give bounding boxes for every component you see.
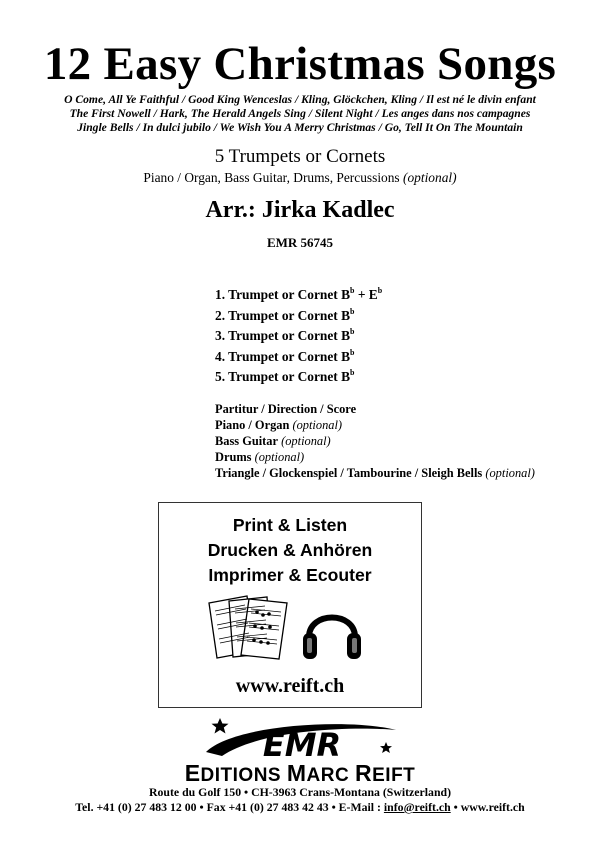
- ensemble-subtitle: 5 Trumpets or Cornets: [214, 146, 386, 167]
- promo-line: Imprimer & Ecouter: [208, 565, 372, 585]
- publisher-contact: [0, 800, 600, 815]
- extras-list: [215, 401, 535, 481]
- flat-sign: b: [350, 327, 355, 336]
- extra-name: Piano / Organ: [215, 418, 290, 432]
- part-extra: + E: [354, 287, 378, 302]
- publisher-initial: E: [184, 760, 201, 786]
- flat-sign: b: [377, 286, 383, 295]
- sheet-music-icon: [207, 593, 377, 665]
- arranger-name: Arr.: Jirka Kadlec: [205, 197, 395, 223]
- song-list-line: O Come, All Ye Faithful / Good King Wenceslas / Kling, Glöckchen, Kling / Il est né le divin enfant: [64, 93, 536, 106]
- extra-name: Triangle / Glockenspiel / Tambourine / Sleigh Bells: [215, 466, 483, 480]
- print-listen-box: [158, 502, 422, 708]
- promo-url[interactable]: www.reift.ch: [235, 675, 345, 697]
- part-label: 3. Trumpet or Cornet B: [215, 328, 351, 343]
- star-icon: [212, 718, 229, 734]
- contact-prefix: Tel. +41 (0) 27 483 12 00 • Fax +41 (0) 27 483 42 43 • E-Mail :: [75, 800, 384, 814]
- email-link[interactable]: info@reift.ch: [383, 800, 451, 814]
- promo-line: Drucken & Anhören: [207, 540, 373, 560]
- extra-note: (optional): [254, 450, 305, 464]
- instrumentation-line: [0, 170, 600, 186]
- extra-item: [215, 465, 535, 481]
- flat-sign: b: [350, 306, 355, 316]
- extra-name: Drums: [215, 450, 252, 464]
- part-item: [215, 302, 382, 323]
- part-label: 2. Trumpet or Cornet B: [215, 307, 351, 323]
- part-item: [215, 322, 382, 343]
- extra-item: [215, 401, 535, 417]
- extra-name: Partitur / Direction / Score: [215, 402, 357, 416]
- catalog-number: EMR 56745: [266, 235, 334, 250]
- parts-list: [215, 281, 382, 384]
- song-list-line: The First Nowell / Hark, The Herald Angels Sing / Silent Night / Les anges dans nos campagnes: [69, 107, 531, 120]
- promo-art: [207, 593, 377, 670]
- part-label: 1. Trumpet or Cornet B: [215, 287, 351, 302]
- contact-suffix: • www.reift.ch: [450, 800, 525, 814]
- emr-logo-mark: [200, 716, 400, 762]
- emr-logo-text: EMR: [262, 726, 342, 762]
- song-list-line: Jingle Bells / In dulci jubilo / We Wish You A Merry Christmas / Go, Tell It On The Mountain: [77, 121, 523, 134]
- star-icon: [380, 742, 392, 753]
- flat-sign: b: [350, 368, 355, 377]
- song-list: [10, 93, 590, 135]
- publisher-word: DITIONS: [200, 765, 287, 786]
- flat-sign: b: [350, 286, 355, 295]
- flat-sign: b: [350, 347, 355, 357]
- extra-item: [215, 449, 535, 465]
- part-label: 5. Trumpet or Cornet B: [215, 369, 351, 384]
- part-item: [215, 343, 382, 364]
- extra-note: (optional): [281, 434, 331, 448]
- extra-note: (optional): [485, 466, 535, 480]
- part-label: 4. Trumpet or Cornet B: [215, 348, 351, 364]
- promo-text: [159, 513, 421, 588]
- part-item: [215, 281, 382, 302]
- extra-note: (optional): [292, 418, 343, 432]
- publisher-word: ARC: [306, 765, 355, 786]
- extra-item: [215, 417, 535, 433]
- publisher-initial: R: [355, 760, 373, 786]
- extra-name: Bass Guitar: [215, 434, 278, 448]
- publisher-initial: M: [286, 760, 307, 786]
- promo-line: Print & Listen: [232, 515, 348, 535]
- publisher-address: Route du Golf 150 • CH-3963 Crans-Montana (Switzerland): [149, 785, 451, 799]
- headphones-icon: [303, 618, 361, 660]
- page-title: 12 Easy Christmas Songs: [43, 38, 557, 90]
- publisher-name: [0, 762, 600, 787]
- instrumentation-optional: (optional): [403, 170, 457, 185]
- publisher-word: EIFT: [372, 765, 416, 786]
- instrumentation-main: Piano / Organ, Bass Guitar, Drums, Percussions: [143, 170, 400, 185]
- extra-item: [215, 433, 535, 449]
- part-item: [215, 363, 382, 384]
